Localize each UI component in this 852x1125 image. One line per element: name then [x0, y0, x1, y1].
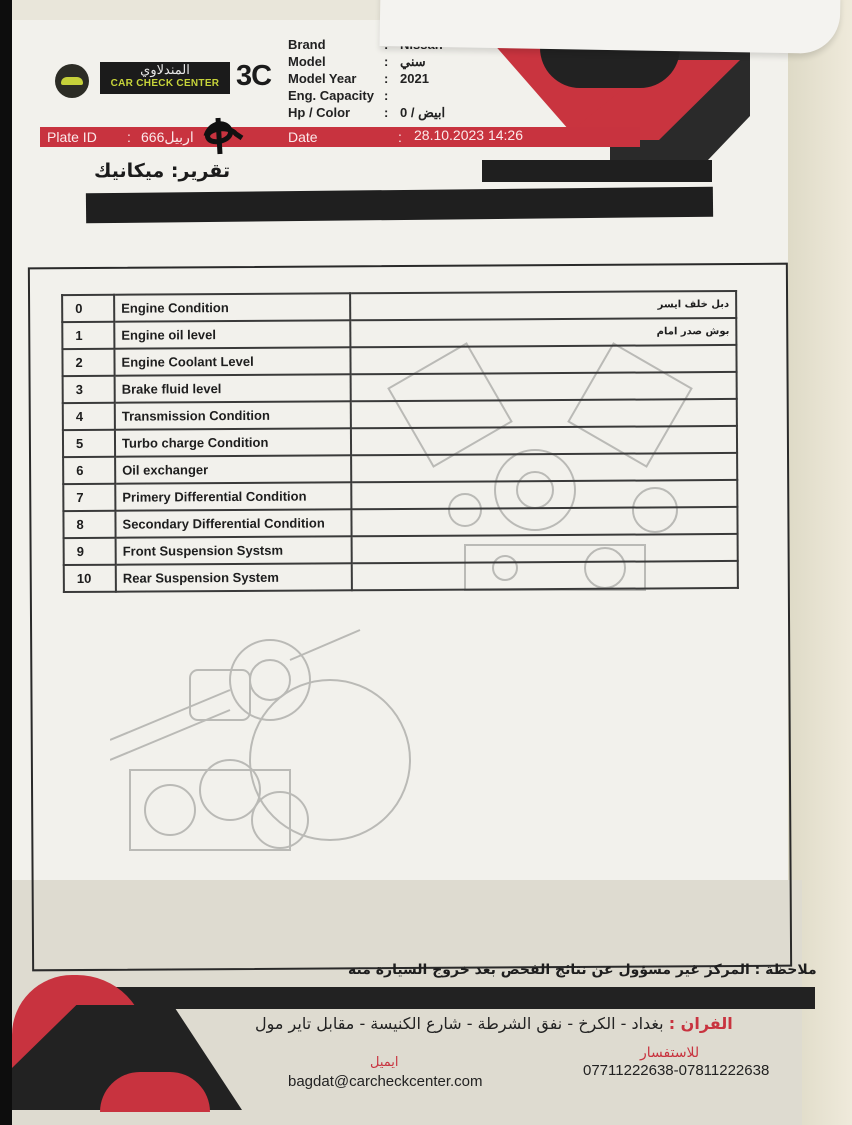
info-label: Model Year	[288, 71, 357, 86]
row-note	[351, 426, 737, 455]
footer-black-bar	[110, 987, 815, 1009]
row-number: 2	[62, 349, 114, 376]
plate-label: Plate ID	[47, 129, 97, 145]
row-item: Brake fluid level	[115, 374, 351, 402]
report-title: تقرير: ميكانيك	[94, 160, 231, 182]
row-number: 4	[63, 403, 115, 430]
info-label: Eng. Capacity	[288, 88, 374, 103]
table-row	[62, 318, 736, 349]
table-row	[62, 345, 736, 376]
table-row	[64, 534, 738, 565]
table-row	[63, 453, 737, 484]
row-number: 10	[64, 565, 116, 592]
table-row	[63, 507, 737, 538]
row-note	[351, 372, 737, 401]
row-item: Front Suspension Systsm	[116, 536, 352, 564]
vehicle-info	[288, 37, 520, 122]
info-colon: :	[384, 71, 389, 86]
table-row	[63, 426, 737, 457]
row-number: 6	[63, 457, 115, 484]
row-number: 0	[62, 295, 114, 322]
info-row-model-year	[288, 71, 520, 88]
row-item: Rear Suspension System	[116, 563, 352, 591]
row-item: Transmission Condition	[115, 401, 351, 429]
info-label: Model	[288, 54, 326, 69]
address-label: الفران :	[668, 1014, 733, 1033]
row-number: 7	[63, 484, 115, 511]
row-number: 8	[63, 511, 115, 538]
info-value: ابيض / 0	[400, 105, 446, 120]
info-colon: :	[384, 54, 389, 69]
info-row-hp-color	[288, 105, 520, 122]
info-colon: :	[384, 105, 389, 120]
plate-colon: :	[127, 129, 131, 145]
plate-value: 666اربيل	[141, 129, 194, 145]
table-row	[63, 480, 737, 511]
address	[255, 1014, 733, 1033]
logo-english-name: CAR CHECK CENTER	[110, 78, 220, 89]
inquiry-label: للاستفسار	[640, 1045, 700, 1061]
info-row-model	[288, 54, 520, 71]
info-value: سني	[400, 54, 426, 69]
logo-mark: 3C	[236, 60, 272, 92]
address-text: بغداد - الكرخ - نفق الشرطة - شارع الكنيسة - مقابل تاير مول	[255, 1014, 664, 1033]
folded-page-corner	[380, 0, 841, 54]
row-note	[351, 453, 737, 482]
row-number: 9	[64, 538, 116, 565]
row-item: Secondary Differential Condition	[115, 509, 351, 537]
date-colon: :	[398, 129, 402, 145]
info-row-eng-capacity	[288, 88, 520, 105]
row-note	[351, 399, 737, 428]
table-row	[62, 291, 736, 322]
row-number: 3	[63, 376, 115, 403]
info-label: Hp / Color	[288, 105, 351, 120]
car-emblem-icon	[55, 64, 89, 98]
row-item: Turbo charge Condition	[115, 428, 351, 456]
disclaimer-note: ملاحظة : المركز غير مسؤول عن نتائج الفحص بعد خروج السيارة منه	[348, 962, 817, 978]
date-label: Date	[288, 129, 318, 145]
email-label: ايميل	[370, 1055, 399, 1070]
row-item: Engine Condition	[114, 293, 350, 321]
row-item: Oil exchanger	[115, 455, 351, 483]
inspection-table	[61, 290, 739, 593]
table-row	[64, 561, 738, 592]
info-colon: :	[384, 88, 389, 103]
table-row	[63, 372, 737, 403]
row-note: دبل خلف ايسر	[350, 291, 736, 320]
header-black-bar	[482, 160, 712, 182]
row-note	[352, 534, 738, 563]
row-number: 5	[63, 430, 115, 457]
plate-id	[47, 129, 201, 146]
row-note	[350, 345, 736, 374]
info-label: Brand	[288, 37, 326, 52]
row-number: 1	[62, 322, 114, 349]
transmission-illustration	[110, 610, 420, 870]
email-address: bagdat@carcheckcenter.com	[288, 1073, 483, 1090]
phone-numbers: 07711222638-07811222638	[583, 1062, 770, 1079]
row-item: Engine Coolant Level	[114, 347, 350, 375]
row-note: بوش صدر امام	[350, 318, 736, 347]
row-note	[351, 480, 737, 509]
logo-arabic-name: المندلاوي	[140, 62, 190, 77]
redaction-scribble	[198, 116, 244, 156]
table-row	[63, 399, 737, 430]
info-value	[400, 88, 520, 105]
row-note	[352, 561, 738, 590]
row-note	[351, 507, 737, 536]
info-value: 2021	[400, 71, 429, 86]
row-item: Engine oil level	[114, 320, 350, 348]
row-item: Primery Differential Condition	[115, 482, 351, 510]
logo-banner	[100, 62, 230, 94]
date-value: 28.10.2023 14:26	[414, 127, 523, 143]
background-dark-edge	[0, 0, 12, 1125]
